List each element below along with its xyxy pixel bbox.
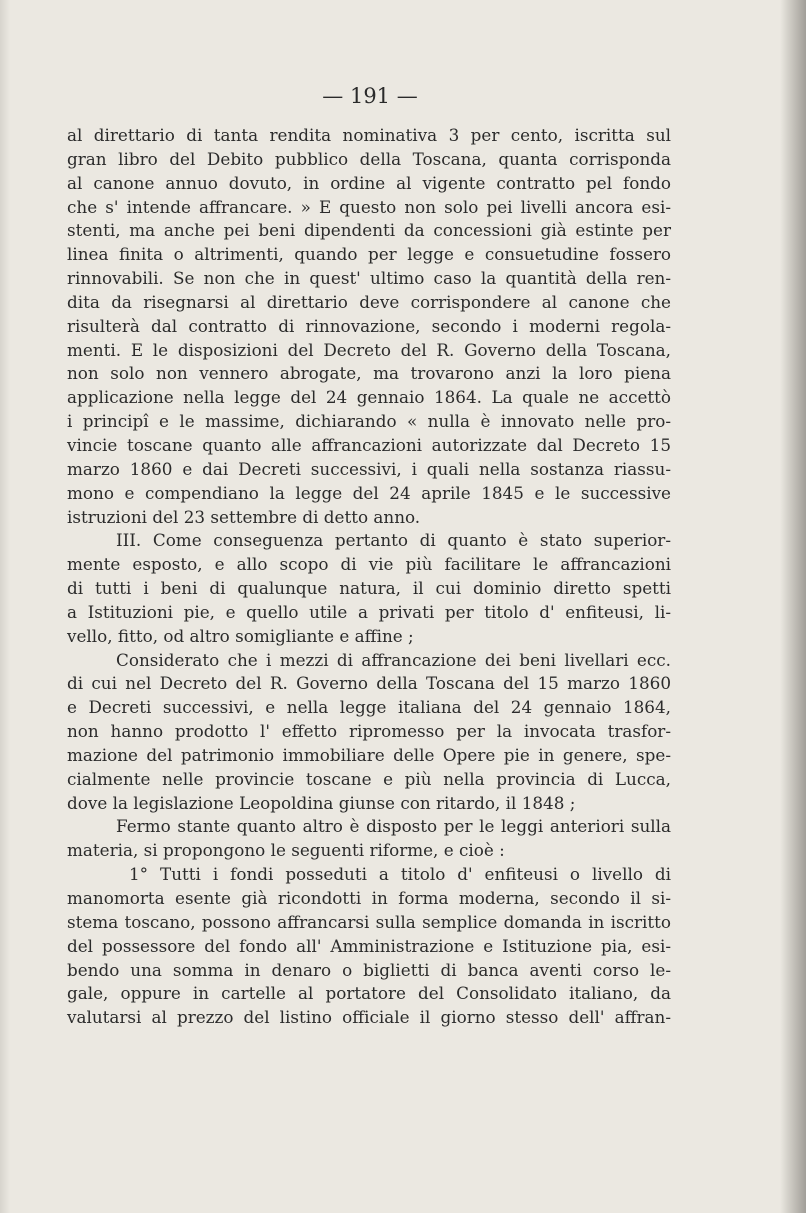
page-shadow-right: [780, 0, 806, 1213]
text-line: di tutti i beni di qualunque natura, il cui dominio diretto spetti: [67, 578, 671, 599]
page-shadow-left: [0, 0, 10, 1213]
text-line: al direttario di tanta rendita nominativa 3 per cento, iscritta sul: [67, 125, 671, 145]
text-line: applicazione nella legge del 24 gennaio 1864. La quale ne accettò: [67, 387, 671, 408]
text-line: dove la legislazione Leopoldina giunse con ritardo, il 1848 ;: [67, 792, 576, 813]
text-line: Considerato che i mezzi di affrancazione dei beni livellari ecc.: [116, 649, 671, 670]
text-line: i principî e le massime, dichiarando « nulla è innovato nelle pro-: [67, 411, 671, 432]
text-line: mazione del patrimonio immobiliare delle Opere pie in genere, spe-: [67, 744, 671, 765]
text-line: vincie toscane quanto alle affrancazioni autorizzate dal Decreto 15: [67, 434, 671, 455]
text-line: di cui nel Decreto del R. Governo della Toscana del 15 marzo 1860: [67, 673, 671, 694]
text-line: al canone annuo dovuto, in ordine al vigente contratto pel fondo: [67, 172, 671, 193]
text-line: dita da risegnarsi al direttario deve corrispondere al canone che: [67, 291, 671, 312]
text-line: 1° Tutti i fondi posseduti a titolo d' enfiteusi o livello di: [129, 864, 671, 885]
page-number: — 191 —: [322, 84, 418, 108]
body-text: [67, 124, 671, 1030]
text-line: a Istituzioni pie, e quello utile a privati per titolo d' enfiteusi, li-: [67, 601, 671, 622]
text-line: mono e compendiano la legge del 24 aprile 1845 e le successive: [67, 482, 671, 503]
text-line: e Decreti successivi, e nella legge italiana del 24 gennaio 1864,: [67, 697, 671, 718]
text-line: Fermo stante quanto altro è disposto per le leggi anteriori sulla: [116, 816, 671, 837]
text-line: manomorta esente già ricondotti in forma moderna, secondo il si-: [67, 888, 671, 908]
text-line: valutarsi al prezzo del listino officiale il giorno stesso dell' affran-: [67, 1007, 671, 1028]
text-line: bendo una somma in denaro o biglietti di banca aventi corso le-: [67, 959, 671, 980]
text-line: gale, oppure in cartelle al portatore del Consolidato italiano, da: [67, 983, 671, 1004]
text-line: che s' intende affrancare. » E questo non solo pei livelli ancora esi-: [67, 196, 671, 217]
text-line: materia, si propongono le seguenti riforme, e cioè :: [67, 840, 505, 861]
text-line: risulterà dal contratto di rinnovazione, secondo i moderni regola-: [67, 315, 671, 336]
text-line: menti. E le disposizioni del Decreto del R. Governo della Toscana,: [67, 339, 671, 360]
text-line: III. Come conseguenza pertanto di quanto è stato superior-: [116, 530, 671, 551]
text-line: marzo 1860 e dai Decreti successivi, i quali nella sostanza riassu-: [67, 458, 671, 479]
text-line: non hanno prodotto l' effetto ripromesso per la invocata trasfor-: [67, 721, 671, 742]
text-line: linea finita o altrimenti, quando per legge e consuetudine fossero: [67, 244, 671, 265]
text-line: mente esposto, e allo scopo di vie più facilitare le affrancazioni: [67, 554, 671, 575]
text-line: vello, fitto, od altro somigliante e affine ;: [67, 625, 414, 646]
text-line: istruzioni del 23 settembre di detto anno.: [67, 506, 421, 527]
text-line: rinnovabili. Se non che in quest' ultimo caso la quantità della ren-: [67, 268, 671, 289]
text-line: del possessore del fondo all' Amministrazione e Istituzione pia, esi-: [67, 935, 671, 956]
text-line: stema toscano, possono affrancarsi sulla semplice domanda in iscritto: [67, 911, 671, 932]
text-line: gran libro del Debito pubblico della Toscana, quanta corrisponda: [67, 148, 671, 169]
text-line: non solo non vennero abrogate, ma trovarono anzi la loro piena: [67, 363, 671, 384]
text-line: cialmente nelle provincie toscane e più nella provincia di Lucca,: [67, 768, 671, 789]
text-line: stenti, ma anche pei beni dipendenti da concessioni già estinte per: [67, 220, 671, 241]
